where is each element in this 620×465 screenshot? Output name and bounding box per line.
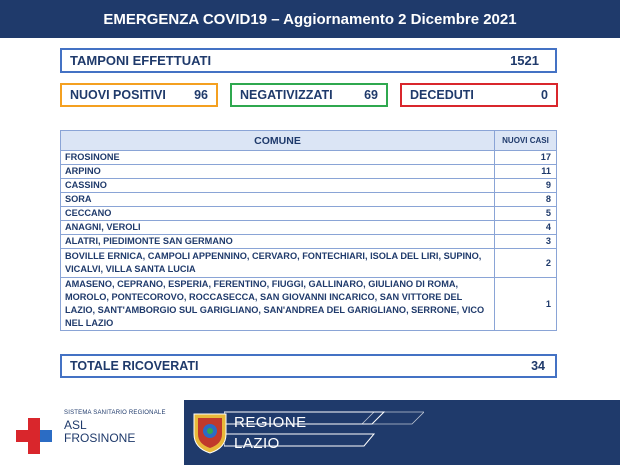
deceduti-value: 0: [541, 88, 548, 102]
ricoverati-label: TOTALE RICOVERATI: [70, 359, 199, 373]
positivi-box: [60, 83, 218, 107]
table-row: [61, 235, 557, 249]
col-nuovi-casi: NUOVI CASI: [495, 131, 557, 151]
casi-cell: 8: [495, 193, 557, 207]
col-comune: COMUNE: [61, 131, 495, 151]
page-title: EMERGENZA COVID19 – Aggiornamento 2 Dicembre 2021: [103, 10, 517, 28]
comune-cell: ARPINO: [61, 165, 495, 179]
comune-cell: FROSINONE: [61, 151, 495, 165]
regione-shield-icon: [192, 412, 228, 454]
tamponi-box: [60, 48, 557, 73]
comune-cell: AMASENO, CEPRANO, ESPERIA, FERENTINO, FIUGGI, GALLINARO, GIULIANO DI ROMA, MOROLO, PONTECOROVO, ROCCASECCA, SAN GIOVANNI INCARICO, SAN VITTORE DEL LAZIO, SANT'AMBORGIO SUL GARIGLIANO, SAN'ANDREA DEL GARIGLIANO, SERRONE, VICO NEL LAZIO: [61, 278, 495, 331]
comune-cell: ANAGNI, VEROLI: [61, 221, 495, 235]
tamponi-label: TAMPONI EFFETTUATI: [70, 53, 212, 68]
casi-cell: 11: [495, 165, 557, 179]
comune-cell: ALATRI, PIEDIMONTE SAN GERMANO: [61, 235, 495, 249]
casi-cell: 3: [495, 235, 557, 249]
negativizzati-box: [230, 83, 388, 107]
regione-line2: LAZIO: [234, 435, 280, 452]
negativizzati-label: NEGATIVIZZATI: [240, 88, 333, 102]
table-row: [61, 151, 557, 165]
asl-line1: ASL: [64, 418, 87, 432]
table-row: [61, 165, 557, 179]
table-row: [61, 221, 557, 235]
comune-cell: SORA: [61, 193, 495, 207]
comuni-table: [60, 130, 557, 331]
casi-cell: 17: [495, 151, 557, 165]
table-row: [61, 207, 557, 221]
page-header: [0, 0, 620, 38]
footer: [0, 400, 620, 465]
casi-cell: 4: [495, 221, 557, 235]
asl-line2: FROSINONE: [64, 431, 136, 445]
comune-cell: CECCANO: [61, 207, 495, 221]
deceduti-label: DECEDUTI: [410, 88, 474, 102]
deceduti-box: [400, 83, 558, 107]
ricoverati-value: 34: [531, 359, 545, 373]
negativizzati-value: 69: [364, 88, 378, 102]
asl-name: [64, 419, 135, 445]
table-row: [61, 278, 557, 331]
ricoverati-box: [60, 354, 557, 378]
positivi-label: NUOVI POSITIVI: [70, 88, 166, 102]
casi-cell: 1: [495, 278, 557, 331]
table-header-row: [61, 131, 557, 151]
table-row: [61, 249, 557, 278]
red-cross-icon: [16, 418, 52, 454]
tamponi-value: 1521: [510, 53, 539, 68]
table-row: [61, 179, 557, 193]
asl-subtitle: SISTEMA SANITARIO REGIONALE: [64, 410, 166, 416]
casi-cell: 2: [495, 249, 557, 278]
casi-cell: 5: [495, 207, 557, 221]
table-row: [61, 193, 557, 207]
regione-lazio-logo: [184, 400, 620, 465]
comune-cell: BOVILLE ERNICA, CAMPOLI APPENNINO, CERVARO, FONTECHIARI, ISOLA DEL LIRI, SUPINO, VICALVI, VILLA SANTA LUCIA: [61, 249, 495, 278]
positivi-value: 96: [194, 88, 208, 102]
asl-logo: [0, 400, 184, 465]
regione-line1: REGIONE: [234, 414, 307, 431]
comune-cell: CASSINO: [61, 179, 495, 193]
casi-cell: 9: [495, 179, 557, 193]
